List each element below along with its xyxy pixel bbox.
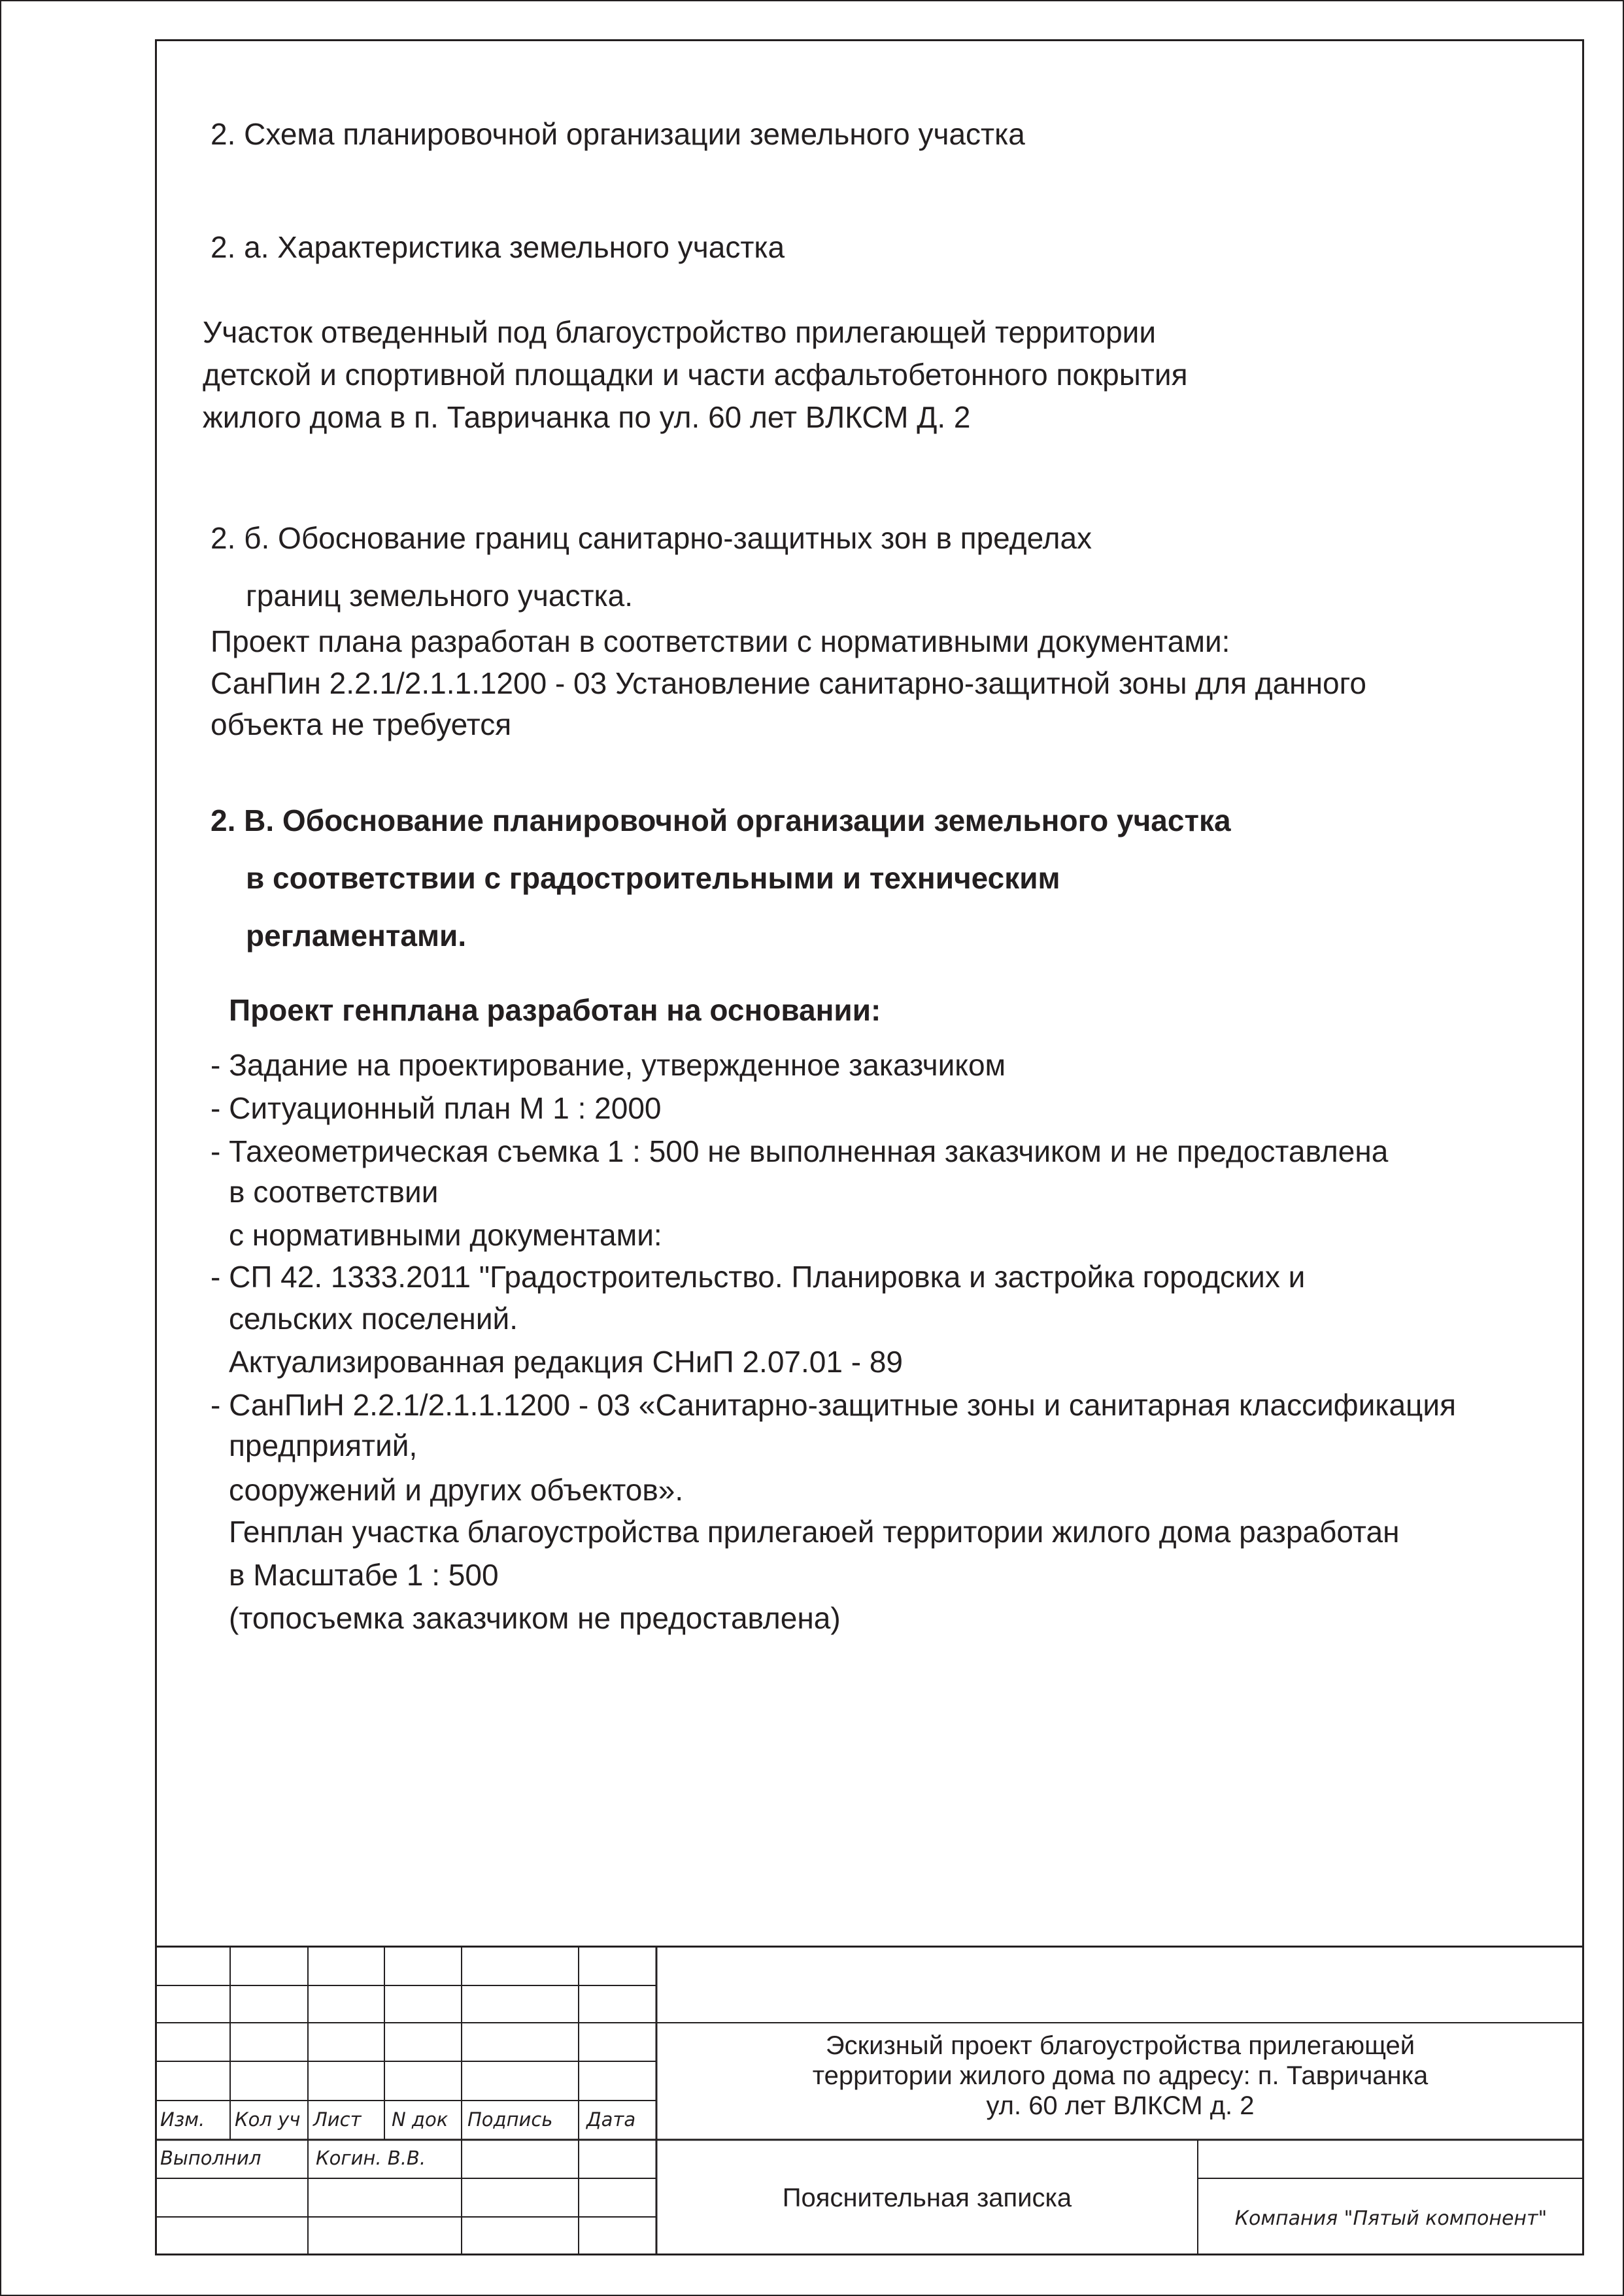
section-v-title: 2. В. Обоснование планировочной организации земельного участка [211,803,1231,837]
col-header-kol-uch: Кол уч [235,2108,301,2131]
basis-item-continued: в соответствии [229,1175,439,1209]
section-a-line: Участок отведенный под благоустройство прилегающей территории [203,315,1157,349]
basis-item-continued: (топосъемка заказчиком не предоставлена) [229,1601,841,1635]
col-header-n-dok: N док [392,2108,448,2131]
section-b-title: 2. б. Обоснование границ санитарно-защитных зон в пределах [211,521,1092,555]
project-title-line: ул. 60 лет ВЛКСМ д. 2 [986,2091,1255,2120]
section-v-title-continued: в соответствии с градостроительными и техническим [246,861,1060,895]
col-header-list: Лист [313,2108,362,2131]
basis-item-continued: сельских поселений. [229,1302,518,1336]
basis-item: - СП 42. 1333.2011 "Градостроительство. Планировка и застройка городских и [211,1260,1306,1294]
author-name: Когин. В.В. [316,2147,426,2169]
basis-item-continued: предприятий, [229,1428,418,1462]
section-a-line: детской и спортивной площадки и части асфальтобетонного покрытия [203,358,1188,392]
basis-item: - СанПиН 2.2.1/2.1.1.1200 - 03 «Санитарно-защитные зоны и санитарная классификация [211,1388,1456,1422]
col-header-izm: Изм. [160,2108,205,2131]
basis-item-continued: Актуализированная редакция СНиП 2.07.01 - 89 [229,1345,903,1379]
section-2-heading: 2. Схема планировочной организации земельного участка [211,117,1025,151]
basis-item: - Тахеометрическая съемка 1 : 500 не выполненная заказчиком и не предоставлена [211,1134,1389,1168]
basis-item-continued: сооружений и других объектов». [229,1473,684,1507]
basis-item-continued: в Масштабе 1 : 500 [229,1558,499,1592]
col-header-data: Дата [586,2108,636,2131]
col-header-podpis: Подпись [467,2108,553,2131]
section-a-title: 2. а. Характеристика земельного участка [211,230,785,264]
project-title [656,2031,1584,2121]
basis-title: Проект генплана разработан на основании: [229,993,881,1027]
basis-item: - Ситуационный план М 1 : 2000 [211,1091,662,1125]
role-label: Выполнил [160,2147,262,2169]
section-a-line: жилого дома в п. Тавричанка по ул. 60 лет ВЛКСМ Д. 2 [203,400,971,434]
project-title-line: территории жилого дома по адресу: п. Тавричанка [812,2061,1429,2090]
section-b-line: СанПин 2.2.1/2.1.1.1200 - 03 Установление санитарно-защитной зоны для данного [211,666,1366,700]
section-b-line: объекта не требуется [211,707,512,741]
section-v-title-continued: регламентами. [246,919,467,953]
basis-item-continued: с нормативными документами: [229,1218,662,1252]
basis-item: - Задание на проектирование, утвержденное заказчиком [211,1048,1006,1082]
company-name: Компания "Пятый компонент" [1234,2207,1548,2230]
document-name: Пояснительная записка [782,2184,1072,2212]
section-b-line: Проект плана разработан в соответствии с нормативными документами: [211,624,1230,658]
project-title-line: Эскизный проект благоустройства прилегающей [825,2031,1415,2060]
section-b-title-continued: границ земельного участка. [246,579,634,613]
basis-item-continued: Генплан участка благоустройства прилегаюей территории жилого дома разработан [229,1515,1400,1549]
title-block [155,1946,1584,2255]
